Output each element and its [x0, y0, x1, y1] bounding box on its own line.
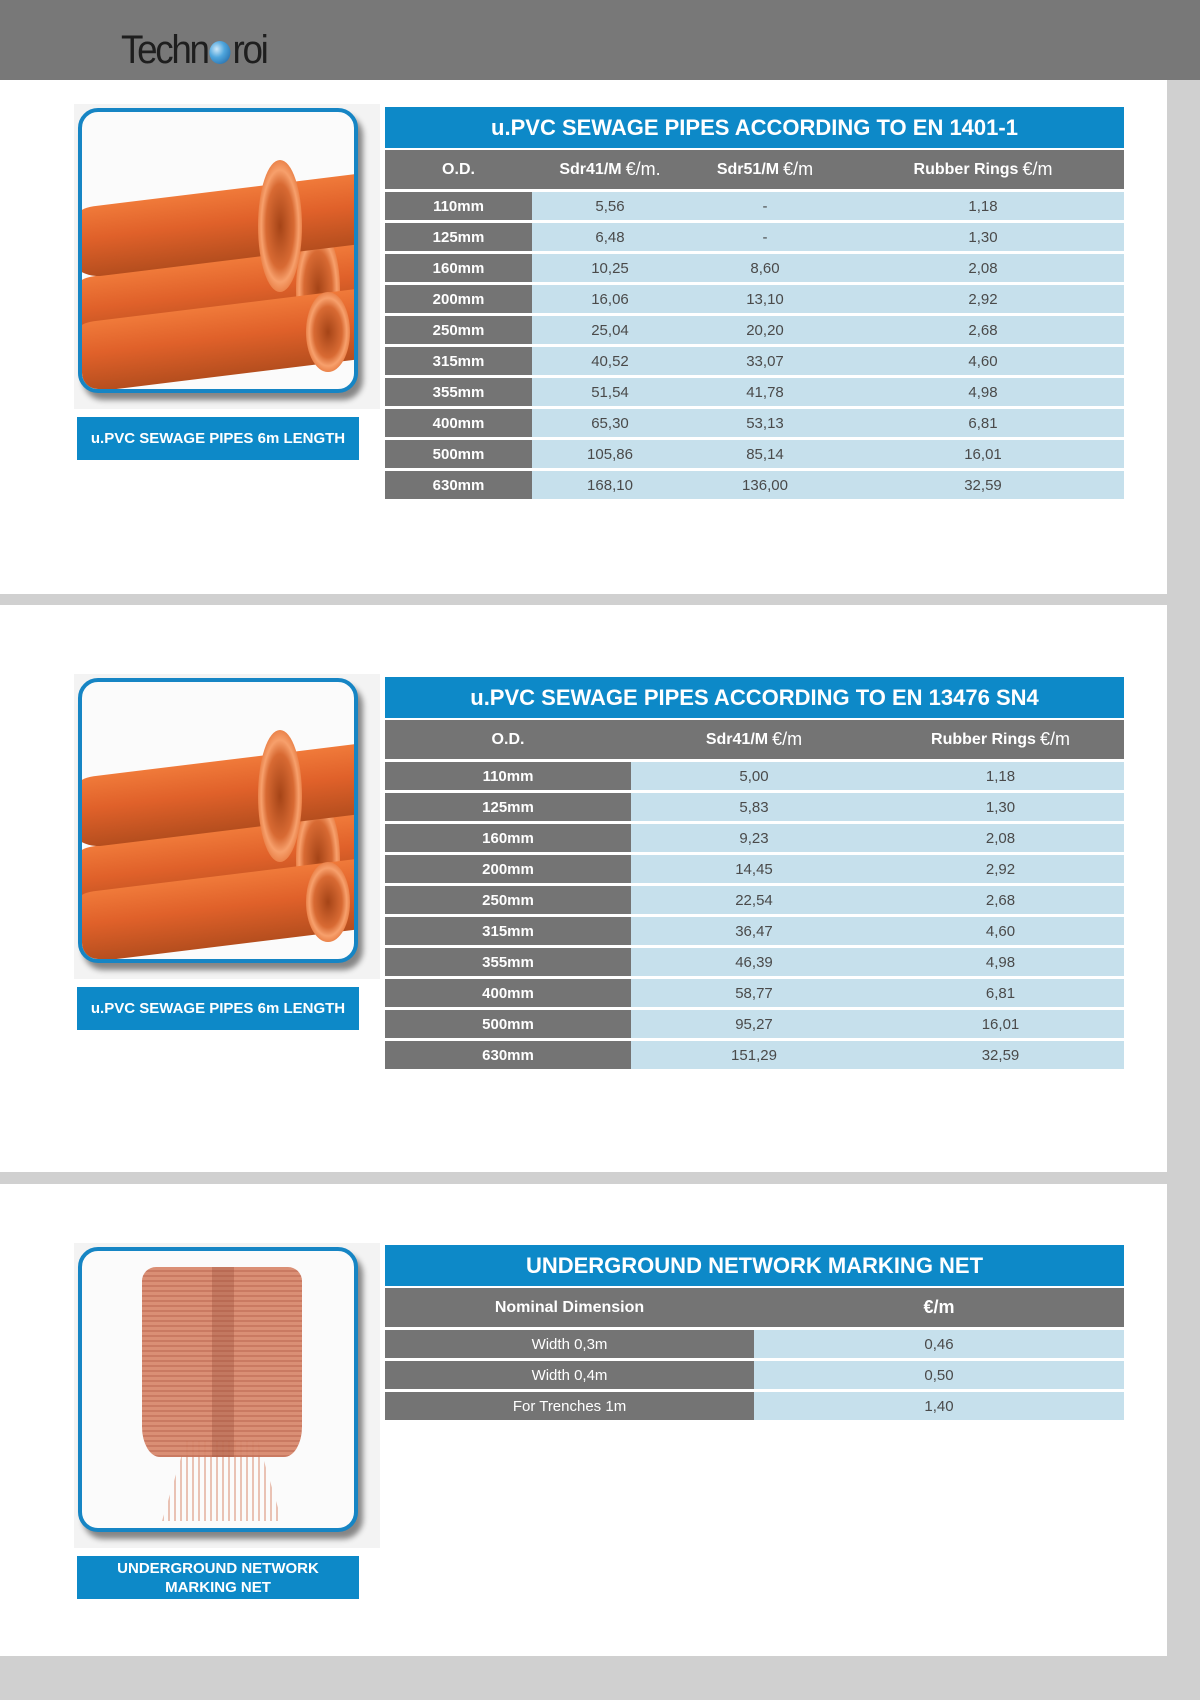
price-cell: -	[688, 192, 842, 220]
header-cell	[631, 720, 877, 759]
table-row	[385, 471, 1124, 502]
header-cell	[532, 150, 688, 189]
price-cell: 8,60	[688, 254, 842, 282]
table-row	[385, 1041, 1124, 1072]
product-caption: u.PVC SEWAGE PIPES 6m LENGTH	[77, 417, 359, 460]
price-cell: 5,83	[631, 793, 877, 821]
table-row	[385, 762, 1124, 793]
price-cell: 105,86	[532, 440, 688, 468]
table-row	[385, 285, 1124, 316]
table-row	[385, 917, 1124, 948]
table-row	[385, 886, 1124, 917]
table-row	[385, 979, 1124, 1010]
row-label-cell: 250mm	[385, 886, 631, 914]
table-header-row	[385, 150, 1124, 192]
header-cell	[385, 150, 532, 189]
price-table	[385, 107, 1124, 502]
price-cell: 51,54	[532, 378, 688, 406]
table-row	[385, 1361, 1124, 1392]
price-cell: 4,98	[877, 948, 1124, 976]
row-label-cell: 500mm	[385, 440, 532, 468]
page-header	[0, 0, 1200, 80]
price-cell: 13,10	[688, 285, 842, 313]
row-label-cell: Width 0,3m	[385, 1330, 754, 1358]
header-cell	[385, 720, 631, 759]
price-cell: 4,60	[877, 917, 1124, 945]
price-cell: 16,01	[877, 1010, 1124, 1038]
header-cell	[688, 150, 842, 189]
price-cell: 53,13	[688, 409, 842, 437]
product-caption: UNDERGROUND NETWORK MARKING NET	[77, 1556, 359, 1599]
table-row	[385, 1392, 1124, 1423]
price-cell: 16,01	[842, 440, 1124, 468]
price-cell: 16,06	[532, 285, 688, 313]
section-divider	[0, 1172, 1167, 1184]
row-label-cell: 315mm	[385, 917, 631, 945]
header-cell	[754, 1288, 1124, 1327]
header-cell	[385, 1288, 754, 1327]
price-cell: 1,30	[842, 223, 1124, 251]
price-cell: 0,50	[754, 1361, 1124, 1389]
price-cell: 58,77	[631, 979, 877, 1007]
table-row	[385, 440, 1124, 471]
price-cell: 2,08	[877, 824, 1124, 852]
price-cell: 5,00	[631, 762, 877, 790]
price-table	[385, 1245, 1124, 1423]
price-cell: 2,68	[842, 316, 1124, 344]
price-cell: 2,92	[877, 855, 1124, 883]
product-photo-frame	[74, 1243, 380, 1548]
logo-text-right: roi	[232, 28, 267, 72]
table-row	[385, 855, 1124, 886]
row-label-cell: 160mm	[385, 254, 532, 282]
header-unit: €/m	[1039, 729, 1070, 749]
price-cell: 1,40	[754, 1392, 1124, 1420]
price-cell: 6,81	[842, 409, 1124, 437]
table-row	[385, 948, 1124, 979]
price-cell: 0,46	[754, 1330, 1124, 1358]
price-cell: 33,07	[688, 347, 842, 375]
price-table	[385, 677, 1124, 1072]
price-cell: 46,39	[631, 948, 877, 976]
row-label-cell: Width 0,4m	[385, 1361, 754, 1389]
price-cell: 40,52	[532, 347, 688, 375]
header-label: Sdr51/M	[716, 160, 780, 178]
header-cell	[877, 720, 1124, 759]
marking-net-roll-image	[78, 1247, 358, 1532]
row-label-cell: For Trenches 1m	[385, 1392, 754, 1420]
row-label-cell: 160mm	[385, 824, 631, 852]
row-label-cell: 500mm	[385, 1010, 631, 1038]
table-row	[385, 409, 1124, 440]
price-cell: 85,14	[688, 440, 842, 468]
page-footer-band	[0, 1656, 1167, 1700]
header-label: O.D.	[491, 730, 525, 748]
table-header-row	[385, 1288, 1124, 1330]
price-cell: 6,81	[877, 979, 1124, 1007]
sewage-pipe-image	[78, 678, 358, 963]
price-cell: 22,54	[631, 886, 877, 914]
price-cell: 32,59	[877, 1041, 1124, 1069]
header-label: O.D.	[442, 160, 475, 178]
table-body	[385, 192, 1124, 502]
row-label-cell: 400mm	[385, 409, 532, 437]
right-margin-strip	[1167, 80, 1200, 1700]
price-cell: -	[688, 223, 842, 251]
header-cell	[842, 150, 1124, 189]
row-label-cell: 110mm	[385, 762, 631, 790]
table-header-row	[385, 720, 1124, 762]
price-cell: 136,00	[688, 471, 842, 499]
table-title: UNDERGROUND NETWORK MARKING NET	[385, 1245, 1124, 1288]
row-label-cell: 400mm	[385, 979, 631, 1007]
table-title: u.PVC SEWAGE PIPES ACCORDING TO EN 13476 SN4	[385, 677, 1124, 720]
row-label-cell: 125mm	[385, 793, 631, 821]
logo-text-left: Techn	[121, 28, 208, 72]
price-cell: 95,27	[631, 1010, 877, 1038]
row-label-cell: 630mm	[385, 471, 532, 499]
table-row	[385, 254, 1124, 285]
row-label-cell: 630mm	[385, 1041, 631, 1069]
header-label: Rubber Rings	[913, 160, 1019, 178]
table-row	[385, 347, 1124, 378]
table-row	[385, 316, 1124, 347]
price-cell: 2,92	[842, 285, 1124, 313]
price-cell: 5,56	[532, 192, 688, 220]
price-cell: 9,23	[631, 824, 877, 852]
header-unit: €/m	[772, 729, 803, 749]
header-label: Sdr41/M	[559, 160, 622, 178]
price-cell: 10,25	[532, 254, 688, 282]
price-cell: 25,04	[532, 316, 688, 344]
header-label: Rubber Rings	[931, 730, 1036, 748]
header-unit: €/m	[783, 159, 814, 179]
price-cell: 168,10	[532, 471, 688, 499]
table-row	[385, 793, 1124, 824]
row-label-cell: 355mm	[385, 378, 532, 406]
header-unit: €/m	[923, 1297, 955, 1317]
row-label-cell: 200mm	[385, 285, 532, 313]
product-caption: u.PVC SEWAGE PIPES 6m LENGTH	[77, 987, 359, 1030]
row-label-cell: 125mm	[385, 223, 532, 251]
table-row	[385, 223, 1124, 254]
price-cell: 4,60	[842, 347, 1124, 375]
row-label-cell: 200mm	[385, 855, 631, 883]
row-label-cell: 250mm	[385, 316, 532, 344]
table-row	[385, 1010, 1124, 1041]
price-cell: 2,08	[842, 254, 1124, 282]
price-cell: 1,18	[842, 192, 1124, 220]
row-label-cell: 315mm	[385, 347, 532, 375]
globe-icon	[210, 41, 231, 64]
price-cell: 65,30	[532, 409, 688, 437]
row-label-cell: 355mm	[385, 948, 631, 976]
table-row	[385, 192, 1124, 223]
header-label: Sdr41/M	[705, 730, 769, 748]
price-cell: 2,68	[877, 886, 1124, 914]
price-cell: 151,29	[631, 1041, 877, 1069]
section-divider	[0, 594, 1167, 605]
row-label-cell: 110mm	[385, 192, 532, 220]
table-title: u.PVC SEWAGE PIPES ACCORDING TO EN 1401-1	[385, 107, 1124, 150]
price-cell: 1,18	[877, 762, 1124, 790]
table-row	[385, 378, 1124, 409]
price-cell: 6,48	[532, 223, 688, 251]
price-cell: 41,78	[688, 378, 842, 406]
header-label: Nominal Dimension	[494, 1298, 645, 1316]
table-row	[385, 824, 1124, 855]
product-photo-frame	[74, 674, 380, 979]
price-cell: 14,45	[631, 855, 877, 883]
table-row	[385, 1330, 1124, 1361]
header-unit: €/m.	[625, 159, 661, 179]
price-cell: 1,30	[877, 793, 1124, 821]
price-cell: 36,47	[631, 917, 877, 945]
product-photo-frame	[74, 104, 380, 409]
table-body	[385, 762, 1124, 1072]
header-unit: €/m	[1022, 159, 1053, 179]
price-cell: 20,20	[688, 316, 842, 344]
table-body	[385, 1330, 1124, 1423]
price-cell: 4,98	[842, 378, 1124, 406]
sewage-pipe-image	[78, 108, 358, 393]
price-cell: 32,59	[842, 471, 1124, 499]
technoroi-logo	[121, 28, 267, 72]
